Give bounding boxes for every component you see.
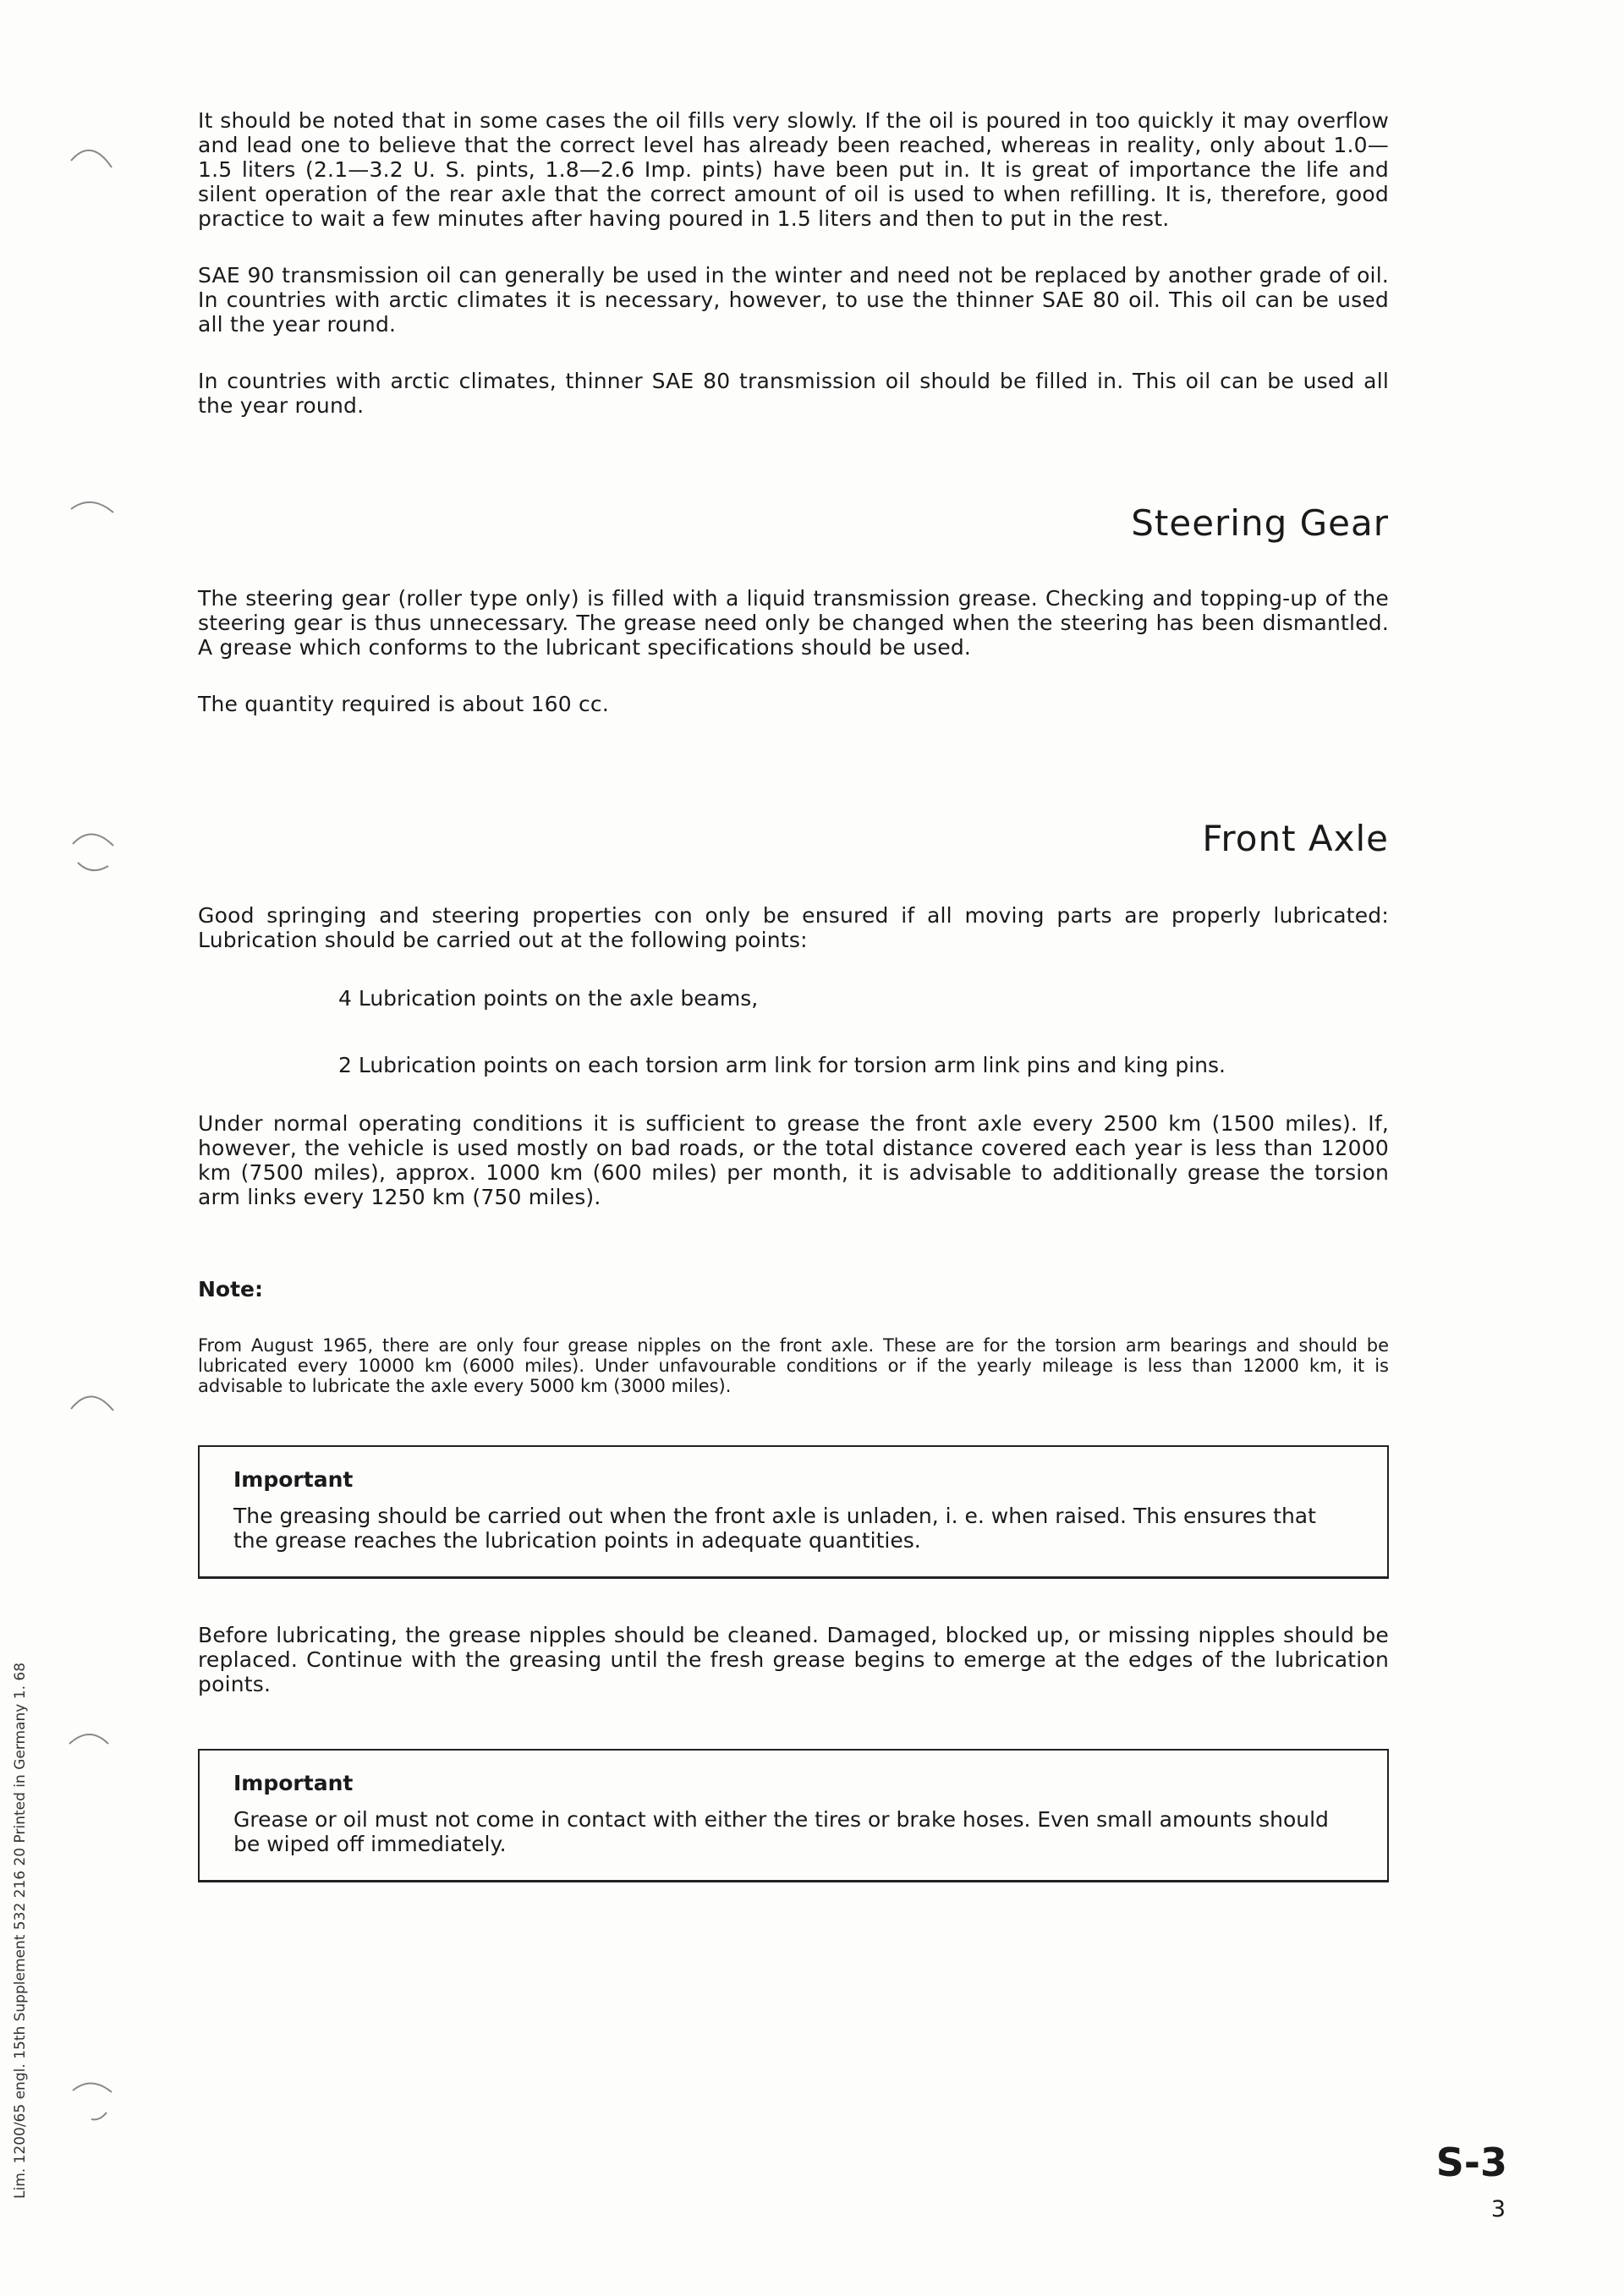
binder-hole-mark-icon — [66, 829, 120, 883]
section-page-code: S-3 — [1435, 2140, 1507, 2185]
steering-gear-heading: Steering Gear — [1131, 502, 1389, 544]
important-text: The greasing should be carried out when the front axle is unladen, i. e. when raised. This ensures that the grease reaches the lubrication points in adequate quantities. — [233, 1504, 1316, 1553]
binder-hole-mark-icon — [66, 1378, 120, 1433]
note-label: Note: — [198, 1277, 264, 1301]
front-axle-heading: Front Axle — [1202, 818, 1389, 859]
intro-paragraph-3: In countries with arctic climates, thinner SAE 80 transmission oil should be filled in. This oil can be used all the year round. — [198, 369, 1389, 418]
front-axle-paragraph-3: Before lubricating, the grease nipples should be cleaned. Damaged, blocked up, or missing nipples should be replaced. Continue with the greasing until the fresh grease begins to emerge at the edges of the lubrication points. — [198, 1623, 1389, 1696]
note-text: From August 1965, there are only four grease nipples on the front axle. These are for the torsion arm bearings and should be lubricated every 10000 km (6000 miles). Under unfavourable conditions or if the yearly mileage is less than 12000 km, it is advisable to lubricate the axle every 5000 km (3000 miles). — [198, 1335, 1389, 1396]
front-axle-paragraph-1: Good springing and steering properties con only be ensured if all moving parts are properly lubricated: Lubrication should be carried out at the following points: — [198, 903, 1389, 952]
front-axle-paragraph-2: Under normal operating conditions it is sufficient to grease the front axle every 2500 km (1500 miles). If, however, the vehicle is used mostly on bad roads, or the total distance covered each year is less than 12000 km (7500 miles), approx. 1000 km (600 miles) per month, it is advisable to additionally grease the torsion arm links every 1250 km (750 miles). — [198, 1111, 1389, 1209]
steering-paragraph-1: The steering gear (roller type only) is filled with a liquid transmission grease. Checking and topping-up of the steering gear is thus unnecessary. The grease need only be changed when the steering has been dismantled. A grease which conforms to the lubricant specifications should be used. — [198, 586, 1389, 660]
important-box-2 — [198, 1749, 1389, 1882]
binder-hole-mark-icon — [66, 482, 120, 536]
binder-hole-mark-icon — [66, 135, 120, 189]
intro-paragraph-1: It should be noted that in some cases the oil fills very slowly. If the oil is poured in too quickly it may overflow and lead one to believe that the correct level has already been reached, whereas in reality, only about 1.0—1.5 liters (2.1—3.2 U. S. pints, 1.8—2.6 Imp. pints) have been put in. It is great of importance the life and silent operation of the rear axle that the correct amount of oil is used to when refilling. It is, therefore, good practice to wait a few minutes after having poured in 1.5 liters and then to put in the rest. — [198, 108, 1389, 231]
important-title: Important — [233, 1467, 354, 1492]
page-number: 3 — [1490, 2196, 1506, 2222]
print-reference: Lim. 1200/65 engl. 15th Supplement 532 216 20 Printed in Germany 1. 68 — [12, 1662, 29, 2199]
binder-hole-mark-icon — [66, 2072, 120, 2126]
important-text: Grease or oil must not come in contact with either the tires or brake hoses. Even small amounts should be wiped off immediately. — [233, 1807, 1329, 1856]
intro-paragraph-2: SAE 90 transmission oil can generally be used in the winter and need not be replaced by another grade of oil. In countries with arctic climates it is necessary, however, to use the thinner SAE 80 oil. This oil can be used all the year round. — [198, 263, 1389, 337]
important-title: Important — [233, 1771, 354, 1795]
page-content — [198, 108, 1389, 1926]
important-box-1 — [198, 1445, 1389, 1579]
steering-paragraph-2: The quantity required is about 160 cc. — [198, 692, 610, 716]
lubrication-point-item: 4 Lubrication points on the axle beams, — [338, 986, 759, 1011]
lubrication-point-item: 2 Lubrication points on each torsion arm link for torsion arm link pins and king pins. — [338, 1053, 1226, 1077]
binder-hole-mark-icon — [66, 1725, 120, 1779]
